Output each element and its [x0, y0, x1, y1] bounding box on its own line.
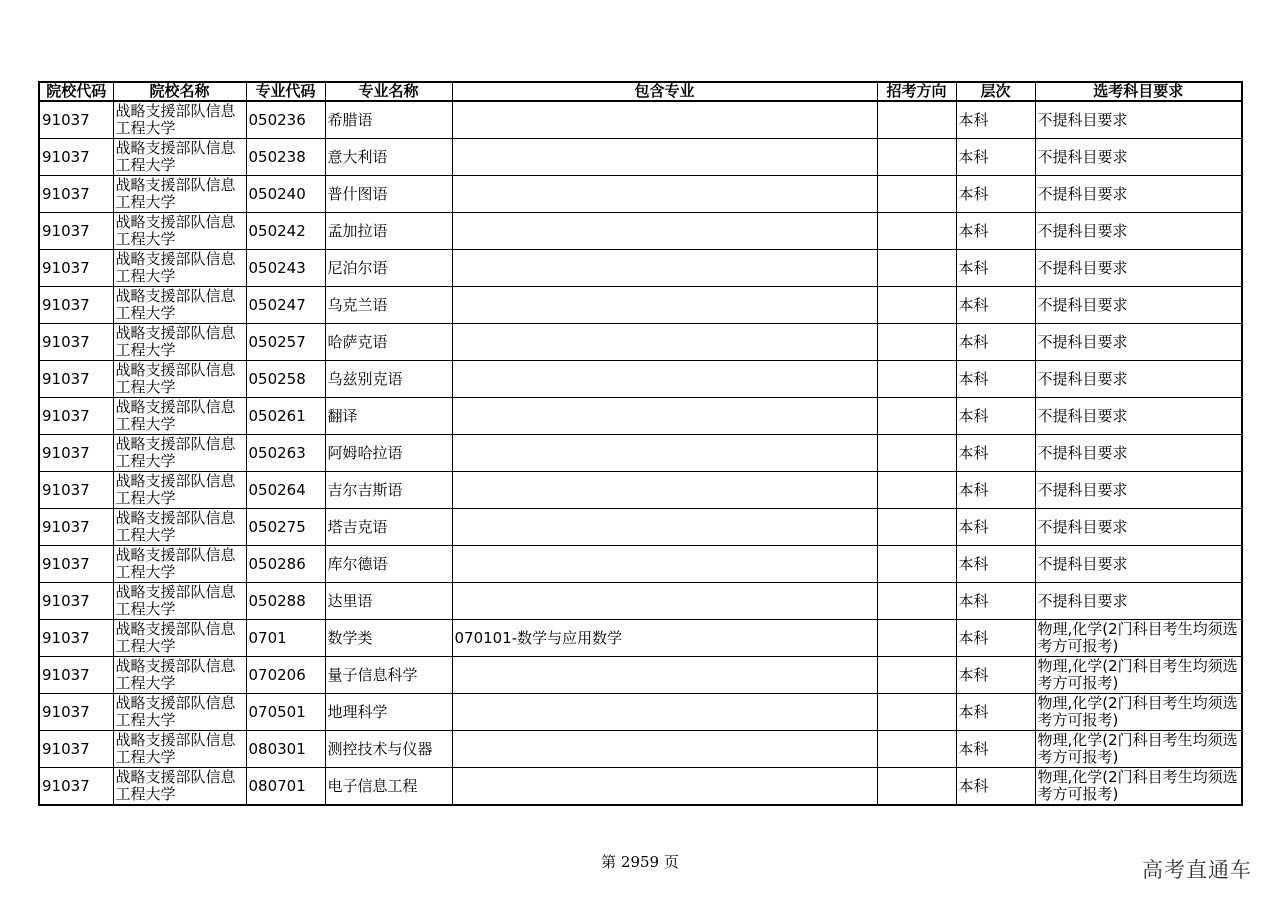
cell-school-code: 91037: [39, 250, 113, 287]
cell-school-name: 战略支援部队信息工程大学: [113, 768, 246, 806]
cell-major-code: 050243: [246, 250, 325, 287]
admission-table: [38, 81, 1243, 806]
cell-level: 本科: [956, 694, 1035, 731]
cell-major-name: 吉尔吉斯语: [325, 472, 452, 509]
cell-major-code: 050288: [246, 583, 325, 620]
cell-school-code: 91037: [39, 287, 113, 324]
cell-subject-requirements: 不提科目要求: [1035, 324, 1242, 361]
cell-major-code: 050236: [246, 101, 325, 139]
cell-major-name: 孟加拉语: [325, 213, 452, 250]
cell-subject-requirements: 物理,化学(2门科目考生均须选考方可报考): [1035, 620, 1242, 657]
cell-direction: [877, 768, 956, 806]
cell-major-code: 0701: [246, 620, 325, 657]
cell-major-name: 电子信息工程: [325, 768, 452, 806]
table-row: [39, 139, 1242, 176]
cell-subject-requirements: 物理,化学(2门科目考生均须选考方可报考): [1035, 694, 1242, 731]
cell-level: 本科: [956, 657, 1035, 694]
cell-major-code: 080301: [246, 731, 325, 768]
cell-direction: [877, 250, 956, 287]
cell-included-majors: [452, 176, 877, 213]
cell-direction: [877, 657, 956, 694]
header-subject-requirements: 选考科目要求: [1035, 82, 1242, 101]
cell-level: 本科: [956, 546, 1035, 583]
table-row: [39, 657, 1242, 694]
cell-subject-requirements: 物理,化学(2门科目考生均须选考方可报考): [1035, 731, 1242, 768]
cell-school-name: 战略支援部队信息工程大学: [113, 176, 246, 213]
cell-major-name: 量子信息科学: [325, 657, 452, 694]
cell-major-name: 希腊语: [325, 101, 452, 139]
cell-subject-requirements: 不提科目要求: [1035, 250, 1242, 287]
cell-included-majors: [452, 583, 877, 620]
cell-subject-requirements: 不提科目要求: [1035, 398, 1242, 435]
cell-direction: [877, 287, 956, 324]
cell-subject-requirements: 不提科目要求: [1035, 472, 1242, 509]
cell-level: 本科: [956, 731, 1035, 768]
cell-included-majors: [452, 657, 877, 694]
cell-school-code: 91037: [39, 361, 113, 398]
cell-school-name: 战略支援部队信息工程大学: [113, 139, 246, 176]
cell-subject-requirements: 不提科目要求: [1035, 176, 1242, 213]
cell-included-majors: [452, 213, 877, 250]
cell-major-name: 翻译: [325, 398, 452, 435]
table-row: [39, 509, 1242, 546]
cell-major-name: 哈萨克语: [325, 324, 452, 361]
cell-included-majors: [452, 694, 877, 731]
cell-level: 本科: [956, 435, 1035, 472]
cell-level: 本科: [956, 139, 1035, 176]
table-header-row: [39, 82, 1242, 101]
cell-subject-requirements: 不提科目要求: [1035, 213, 1242, 250]
cell-subject-requirements: 不提科目要求: [1035, 583, 1242, 620]
cell-direction: [877, 101, 956, 139]
cell-level: 本科: [956, 583, 1035, 620]
cell-direction: [877, 398, 956, 435]
cell-major-name: 达里语: [325, 583, 452, 620]
cell-level: 本科: [956, 287, 1035, 324]
cell-major-code: 070206: [246, 657, 325, 694]
cell-direction: [877, 324, 956, 361]
cell-major-name: 库尔德语: [325, 546, 452, 583]
cell-included-majors: [452, 509, 877, 546]
table-row: [39, 361, 1242, 398]
table-row: [39, 324, 1242, 361]
cell-direction: [877, 546, 956, 583]
header-major-name: 专业名称: [325, 82, 452, 101]
cell-level: 本科: [956, 472, 1035, 509]
cell-school-name: 战略支援部队信息工程大学: [113, 361, 246, 398]
table-row: [39, 213, 1242, 250]
cell-school-name: 战略支援部队信息工程大学: [113, 101, 246, 139]
cell-major-code: 070501: [246, 694, 325, 731]
cell-subject-requirements: 物理,化学(2门科目考生均须选考方可报考): [1035, 657, 1242, 694]
cell-school-code: 91037: [39, 546, 113, 583]
header-school-code: 院校代码: [39, 82, 113, 101]
cell-direction: [877, 583, 956, 620]
table-row: [39, 583, 1242, 620]
cell-level: 本科: [956, 398, 1035, 435]
cell-included-majors: [452, 546, 877, 583]
table-row: [39, 731, 1242, 768]
cell-major-name: 尼泊尔语: [325, 250, 452, 287]
cell-school-code: 91037: [39, 435, 113, 472]
cell-major-code: 050286: [246, 546, 325, 583]
cell-direction: [877, 620, 956, 657]
cell-direction: [877, 139, 956, 176]
cell-school-code: 91037: [39, 324, 113, 361]
cell-level: 本科: [956, 176, 1035, 213]
watermark-logo: 高考直通车: [1142, 858, 1252, 882]
page-number: 第 2959 页: [601, 853, 679, 871]
table-row: [39, 546, 1242, 583]
cell-direction: [877, 213, 956, 250]
cell-level: 本科: [956, 768, 1035, 806]
cell-school-code: 91037: [39, 509, 113, 546]
cell-included-majors: [452, 731, 877, 768]
cell-subject-requirements: 不提科目要求: [1035, 509, 1242, 546]
cell-subject-requirements: 不提科目要求: [1035, 287, 1242, 324]
cell-major-name: 测控技术与仪器: [325, 731, 452, 768]
cell-level: 本科: [956, 620, 1035, 657]
cell-school-code: 91037: [39, 768, 113, 806]
cell-school-code: 91037: [39, 657, 113, 694]
cell-included-majors: [452, 472, 877, 509]
header-direction: 招考方向: [877, 82, 956, 101]
cell-major-code: 080701: [246, 768, 325, 806]
cell-school-code: 91037: [39, 694, 113, 731]
cell-major-code: 050261: [246, 398, 325, 435]
cell-subject-requirements: 不提科目要求: [1035, 361, 1242, 398]
cell-school-name: 战略支援部队信息工程大学: [113, 398, 246, 435]
cell-major-code: 050258: [246, 361, 325, 398]
cell-included-majors: [452, 250, 877, 287]
cell-included-majors: [452, 101, 877, 139]
cell-school-code: 91037: [39, 176, 113, 213]
cell-major-name: 地理科学: [325, 694, 452, 731]
table-row: [39, 694, 1242, 731]
cell-school-code: 91037: [39, 583, 113, 620]
cell-subject-requirements: 不提科目要求: [1035, 435, 1242, 472]
cell-included-majors: [452, 324, 877, 361]
cell-level: 本科: [956, 250, 1035, 287]
cell-school-name: 战略支援部队信息工程大学: [113, 657, 246, 694]
cell-major-code: 050247: [246, 287, 325, 324]
cell-direction: [877, 361, 956, 398]
table-row: [39, 768, 1242, 806]
cell-school-code: 91037: [39, 398, 113, 435]
cell-major-name: 意大利语: [325, 139, 452, 176]
cell-major-name: 乌克兰语: [325, 287, 452, 324]
cell-direction: [877, 731, 956, 768]
cell-level: 本科: [956, 101, 1035, 139]
cell-level: 本科: [956, 361, 1035, 398]
cell-subject-requirements: 物理,化学(2门科目考生均须选考方可报考): [1035, 768, 1242, 806]
cell-major-code: 050257: [246, 324, 325, 361]
cell-school-code: 91037: [39, 213, 113, 250]
cell-subject-requirements: 不提科目要求: [1035, 546, 1242, 583]
table-row: [39, 287, 1242, 324]
table-row: [39, 435, 1242, 472]
header-school-name: 院校名称: [113, 82, 246, 101]
cell-included-majors: [452, 361, 877, 398]
cell-school-code: 91037: [39, 731, 113, 768]
cell-major-code: 050264: [246, 472, 325, 509]
cell-school-name: 战略支援部队信息工程大学: [113, 324, 246, 361]
cell-major-name: 数学类: [325, 620, 452, 657]
cell-major-name: 乌兹别克语: [325, 361, 452, 398]
table-row: [39, 101, 1242, 139]
table-body: [39, 101, 1242, 805]
header-major-code: 专业代码: [246, 82, 325, 101]
cell-school-name: 战略支援部队信息工程大学: [113, 213, 246, 250]
cell-included-majors: [452, 139, 877, 176]
cell-school-name: 战略支援部队信息工程大学: [113, 620, 246, 657]
cell-major-name: 普什图语: [325, 176, 452, 213]
table-row: [39, 620, 1242, 657]
cell-subject-requirements: 不提科目要求: [1035, 139, 1242, 176]
cell-direction: [877, 435, 956, 472]
cell-direction: [877, 509, 956, 546]
cell-level: 本科: [956, 213, 1035, 250]
cell-major-name: 塔吉克语: [325, 509, 452, 546]
cell-major-code: 050263: [246, 435, 325, 472]
cell-school-name: 战略支援部队信息工程大学: [113, 583, 246, 620]
cell-school-name: 战略支援部队信息工程大学: [113, 546, 246, 583]
cell-direction: [877, 176, 956, 213]
cell-school-code: 91037: [39, 101, 113, 139]
cell-school-name: 战略支援部队信息工程大学: [113, 509, 246, 546]
header-included-majors: 包含专业: [452, 82, 877, 101]
cell-included-majors: [452, 768, 877, 806]
cell-school-name: 战略支援部队信息工程大学: [113, 287, 246, 324]
cell-major-code: 050238: [246, 139, 325, 176]
cell-level: 本科: [956, 509, 1035, 546]
cell-included-majors: 070101-数学与应用数学: [452, 620, 877, 657]
cell-included-majors: [452, 398, 877, 435]
cell-school-name: 战略支援部队信息工程大学: [113, 694, 246, 731]
cell-school-code: 91037: [39, 139, 113, 176]
cell-direction: [877, 694, 956, 731]
cell-school-name: 战略支援部队信息工程大学: [113, 435, 246, 472]
cell-school-name: 战略支援部队信息工程大学: [113, 250, 246, 287]
cell-major-name: 阿姆哈拉语: [325, 435, 452, 472]
header-level: 层次: [956, 82, 1035, 101]
table-row: [39, 398, 1242, 435]
cell-major-code: 050275: [246, 509, 325, 546]
cell-subject-requirements: 不提科目要求: [1035, 101, 1242, 139]
cell-included-majors: [452, 287, 877, 324]
cell-included-majors: [452, 435, 877, 472]
table-row: [39, 472, 1242, 509]
cell-school-name: 战略支援部队信息工程大学: [113, 731, 246, 768]
cell-school-code: 91037: [39, 620, 113, 657]
cell-level: 本科: [956, 324, 1035, 361]
cell-direction: [877, 472, 956, 509]
cell-school-name: 战略支援部队信息工程大学: [113, 472, 246, 509]
cell-major-code: 050242: [246, 213, 325, 250]
table-row: [39, 250, 1242, 287]
cell-major-code: 050240: [246, 176, 325, 213]
table-row: [39, 176, 1242, 213]
cell-school-code: 91037: [39, 472, 113, 509]
